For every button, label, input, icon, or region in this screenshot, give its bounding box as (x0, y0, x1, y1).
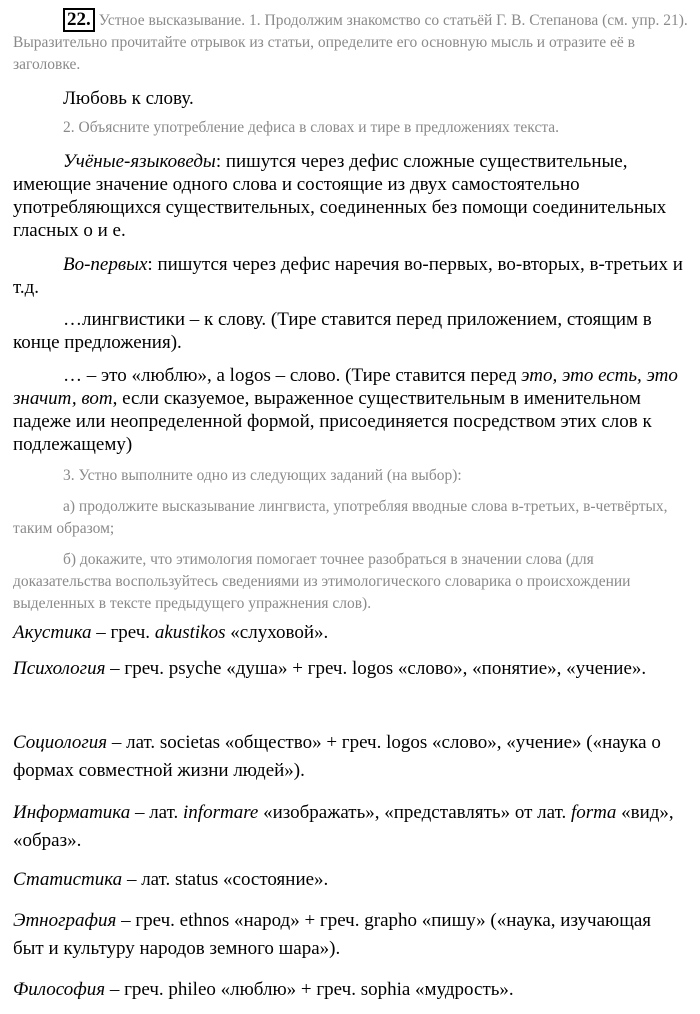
italic-word: forma (570, 802, 617, 823)
text: , если сказуемое, выраженное существительным в именительном падеже или неопределенной формой, присоединяется посредством этих слов к подлежащему) (13, 388, 652, 455)
etymology-entry (13, 655, 673, 683)
text: – греч. (91, 622, 155, 643)
question-3a: а) продолжите высказывание лингвиста, употребляя вводные слова в-третьих, в-четвёртых, таким образом; (13, 498, 668, 537)
task-number: 22. (63, 8, 95, 32)
text: – лат. (130, 802, 184, 823)
etymology-entry (13, 729, 678, 785)
task-intro (13, 8, 691, 76)
answer-hyphen-adverbs (13, 253, 691, 299)
question-2: 2. Объясните употребление дефиса в словах и тире в предложениях текста. (63, 119, 560, 136)
term: Во-первых (63, 254, 148, 275)
text: : пишутся через дефис сложные существительные, имеющие значение одного слова и состоящие из двух самостоятельно употребляющихся существительных, соединенных без помощи соединительных гласных о и е. (13, 151, 667, 241)
question-3b: б) докажите, что этимология помогает точнее разобраться в значении слова (для доказательства воспользуйтесь сведениями из этимологического словарика о происхождении выделенных в тексте предыдущего упражнения слов). (13, 551, 631, 612)
text: – греч. psyche «душа» + греч. logos «слово», «понятие», «учение». (105, 658, 647, 679)
term: Акустика (13, 622, 92, 643)
italic-words: это, это есть, это значит, вот (13, 365, 678, 409)
term: Учёные-языковеды (63, 151, 216, 172)
etymology-entry (13, 866, 691, 894)
text: – греч. ethnos «народ» + греч. grapho «пишу» («наука, изучающая быт и культуру народов земного шара»). (13, 910, 652, 959)
term: Социология (13, 732, 108, 753)
title-answer: Любовь к слову. (63, 88, 194, 109)
text: «вид», «образ». (13, 802, 674, 851)
text: «слуховой». (225, 622, 329, 643)
answer-dash-eto (13, 364, 691, 456)
etymology-entry (13, 619, 691, 647)
text: – лат. societas «общество» + греч. logos «слово», «учение» («наука о формах совместной жизни людей»). (13, 732, 661, 781)
italic-word: akustikos (154, 622, 226, 643)
text: – лат. status «состояние». (122, 869, 329, 890)
term: Статистика (13, 869, 123, 890)
task-intro-text: Устное высказывание. 1. Продолжим знакомство со статьёй Г. В. Степанова (см. упр. 21). Выразительно прочитайте отрывок из статьи, определите его основную мысль и отразите её в заголовке. (13, 12, 688, 73)
etymology-entry (13, 907, 673, 963)
italic-word: informare (183, 802, 259, 823)
text: … – это «люблю», а logos – слово. (Тире ставится перед (63, 365, 522, 386)
etymology-entry (13, 799, 691, 855)
answer-dash-apposition: …лингвистики – к слову. (Тире ставится перед приложением, стоящим в конце предложения). (13, 309, 652, 353)
term: Информатика (13, 802, 131, 823)
text: – греч. phileo «люблю» + греч. sophia «мудрость». (105, 979, 514, 1000)
text: : пишутся через дефис наречия во-первых, во-вторых, в-третьих и т.д. (13, 254, 683, 298)
term: Этнография (13, 910, 117, 931)
term: Философия (13, 979, 106, 1000)
question-3: 3. Устно выполните одно из следующих заданий (на выбор): (63, 467, 462, 484)
text: «изображать», «представлять» от лат. (258, 802, 571, 823)
etymology-entry (13, 976, 691, 1004)
answer-hyphen-nouns (13, 150, 691, 242)
term: Психология (13, 658, 106, 679)
